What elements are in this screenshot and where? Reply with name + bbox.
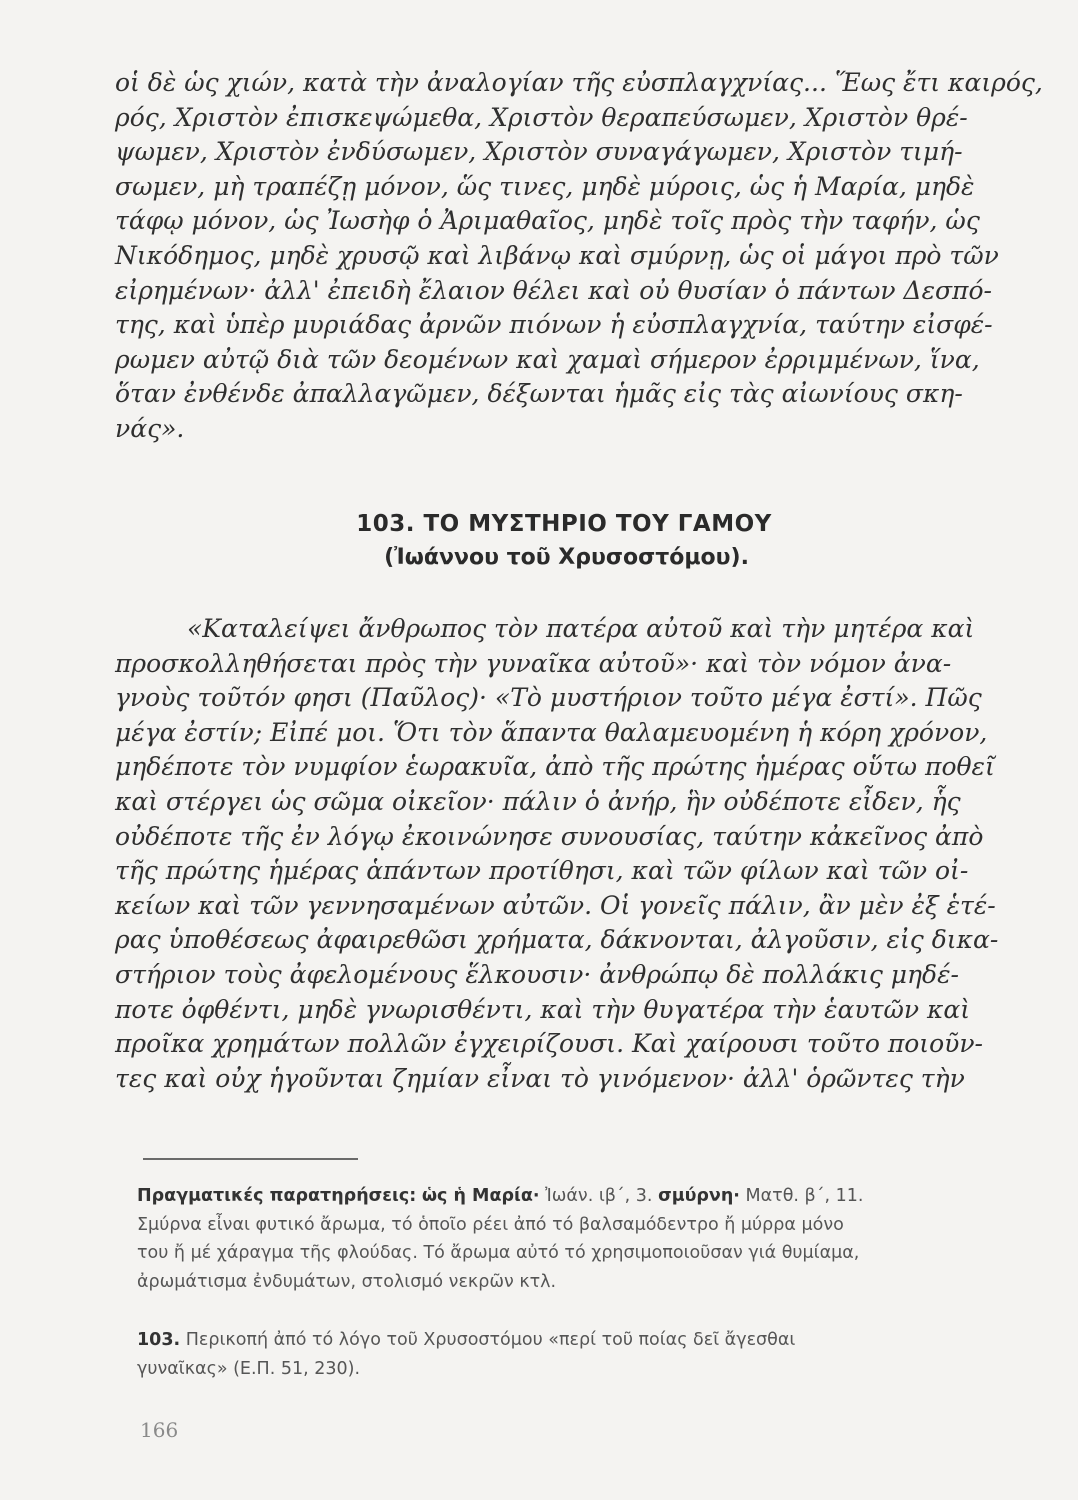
footnote-line: Περικοπή ἀπό τό λόγο τοῦ Χρυσοστόμου «περί τοῦ ποίας δεῖ ἄγεσθαι [185,1330,796,1350]
text-line: νάς». [115,413,185,443]
text-line: κείων καὶ τῶν γεννησαμένων αὐτῶν. Οἱ γονεῖς πάλιν, ἂν μὲν ἐξ ἑτέ- [115,890,996,920]
text-line: καὶ στέργει ὡς σῶμα οἰκεῖον· πάλιν ὁ ἀνήρ, ἣν οὐδέποτε εἶδεν, ἧς [115,786,961,816]
footnote-line: του ἤ μέ χάραγμα τῆς φλούδας. Τό ἄρωμα αὐτό τό χρησιμοποιοῦσαν γιά θυμίαμα, [137,1243,860,1263]
text-line: ρας ὑποθέσεως ἀφαιρεθῶσι χρήματα, δάκνονται, ἀλγοῦσιν, εἰς δικα- [115,925,999,955]
footnote-number: 103. [137,1330,181,1350]
footnote-source [137,1326,1017,1383]
footnote-label: Πραγματικές παρατηρήσεις: [137,1186,417,1206]
main-paragraph [115,612,1010,1096]
text-line: ρός, Χριστὸν ἐπισκεψώμεθα, Χριστὸν θεραπεύσωμεν, Χριστὸν θρέ- [115,102,968,132]
text-line: της, καὶ ὑπὲρ μυριάδας ἀρνῶν πιόνων ἡ εὐσπλαγχνία, ταύτην εἰσφέ- [115,310,993,340]
footnote-term: σμύρνη· [658,1186,740,1206]
footnote-line: Σμύρνα εἶναι φυτικό ἄρωμα, τό ὁποῖο ρέει ἀπό τό βαλσαμόδεντρο ἤ μύρρα μόνο [137,1214,844,1235]
text-line: τες καὶ οὐχ ἡγοῦνται ζημίαν εἶναι τὸ γινόμενον· ἀλλ' ὁρῶντες τὴν [115,1063,965,1093]
text-line: εἰρημένων· ἀλλ' ἐπειδὴ ἔλαιον θέλει καὶ οὐ θυσίαν ὁ πάντων Δεσπό- [115,275,992,305]
text-line: ὅταν ἐνθένδε ἀπαλλαγῶμεν, δέξωνται ἡμᾶς εἰς τὰς αἰωνίους σκη- [115,379,963,409]
text-line: ψωμεν, Χριστὸν ἐνδύσωμεν, Χριστὸν συναγάγωμεν, Χριστὸν τιμή- [115,137,963,167]
section-subtitle: (Ἰωάννου τοῦ Χρυσοστόμου). [384,545,749,570]
footnote-divider [143,1158,358,1160]
text-line: τῆς πρώτης ἡμέρας ἁπάντων προτίθησι, καὶ τῶν φίλων καὶ τῶν οἰ- [115,856,969,886]
footnote-reference: Ἰωάν. ιβ΄, 3. [545,1186,653,1206]
text-line: «Καταλείψει ἄνθρωπος τὸν πατέρα αὐτοῦ καὶ τὴν μητέρα καὶ [187,614,975,643]
footnote-reference: Ματθ. β΄, 11. [745,1186,864,1206]
footnote-line: γυναῖκας» (Ε.Π. 51, 230). [137,1358,361,1379]
text-line: προσκολληθήσεται πρὸς τὴν γυναῖκα αὐτοῦ»· καὶ τὸν νόμον ἀνα- [115,648,952,678]
section-title: 103. ΤΟ ΜΥΣΤΗΡΙΟ ΤΟΥ ΓΑΜΟΥ [356,511,772,537]
text-line: σωμεν, μὴ τραπέζῃ μόνον, ὥς τινες, μηδὲ μύροις, ὡς ἡ Μαρία, μηδὲ [115,171,975,201]
text-line: ρωμεν αὐτῷ διὰ τῶν δεομένων καὶ χαμαὶ σήμερον ἐρριμμένων, ἵνα, [115,344,980,374]
footnote-line: ἀρωμάτισμα ἐνδυμάτων, στολισμό νεκρῶν κτλ. [137,1271,557,1292]
text-line: τάφῳ μόνον, ὡς Ἰωσὴφ ὁ Ἀριμαθαῖος, μηδὲ τοῖς πρὸς τὴν ταφήν, ὡς [115,206,980,236]
text-line: στήριον τοὺς ἀφελομένους ἕλκουσιν· ἀνθρώπῳ δὲ πολλάκις μηδέ- [115,959,959,989]
footnote-remarks [137,1182,1017,1296]
text-line: προῖκα χρημάτων πολλῶν ἐγχειρίζουσι. Καὶ χαίρουσι τοῦτο ποιοῦν- [115,1029,983,1059]
text-line: ποτε ὀφθέντι, μηδὲ γνωρισθέντι, καὶ τὴν θυγατέρα τὴν ἑαυτῶν καὶ [115,994,971,1024]
text-line: μηδέποτε τὸν νυμφίον ἑωρακυῖα, ἀπὸ τῆς πρώτης ἡμέρας οὕτω ποθεῖ [115,752,995,782]
text-line: οἱ δὲ ὡς χιών, κατὰ τὴν ἀναλογίαν τῆς εὐσπλαγχνίας... Ἕως ἔτι καιρός, [115,68,1043,97]
text-line: Νικόδημος, μηδὲ χρυσῷ καὶ λιβάνῳ καὶ σμύρνῃ, ὡς οἱ μάγοι πρὸ τῶν [115,240,999,270]
footnote-term: ὡς ἡ Μαρία· [421,1186,540,1206]
page-number: 166 [140,1418,179,1442]
text-line: μέγα ἐστίν; Εἰπέ μοι. Ὅτι τὸν ἅπαντα θαλαμευομένη ἡ κόρη χρόνον, [115,717,988,747]
text-line: γνοὺς τοῦτόν φησι (Παῦλος)· «Τὸ μυστήριον τοῦτο μέγα ἐστί». Πῶς [115,683,982,713]
top-paragraph [115,66,1043,447]
text-line: οὐδέποτε τῆς ἐν λόγῳ ἐκοινώνησε συνουσίας, ταύτην κἀκεῖνος ἀπὸ [115,821,984,851]
